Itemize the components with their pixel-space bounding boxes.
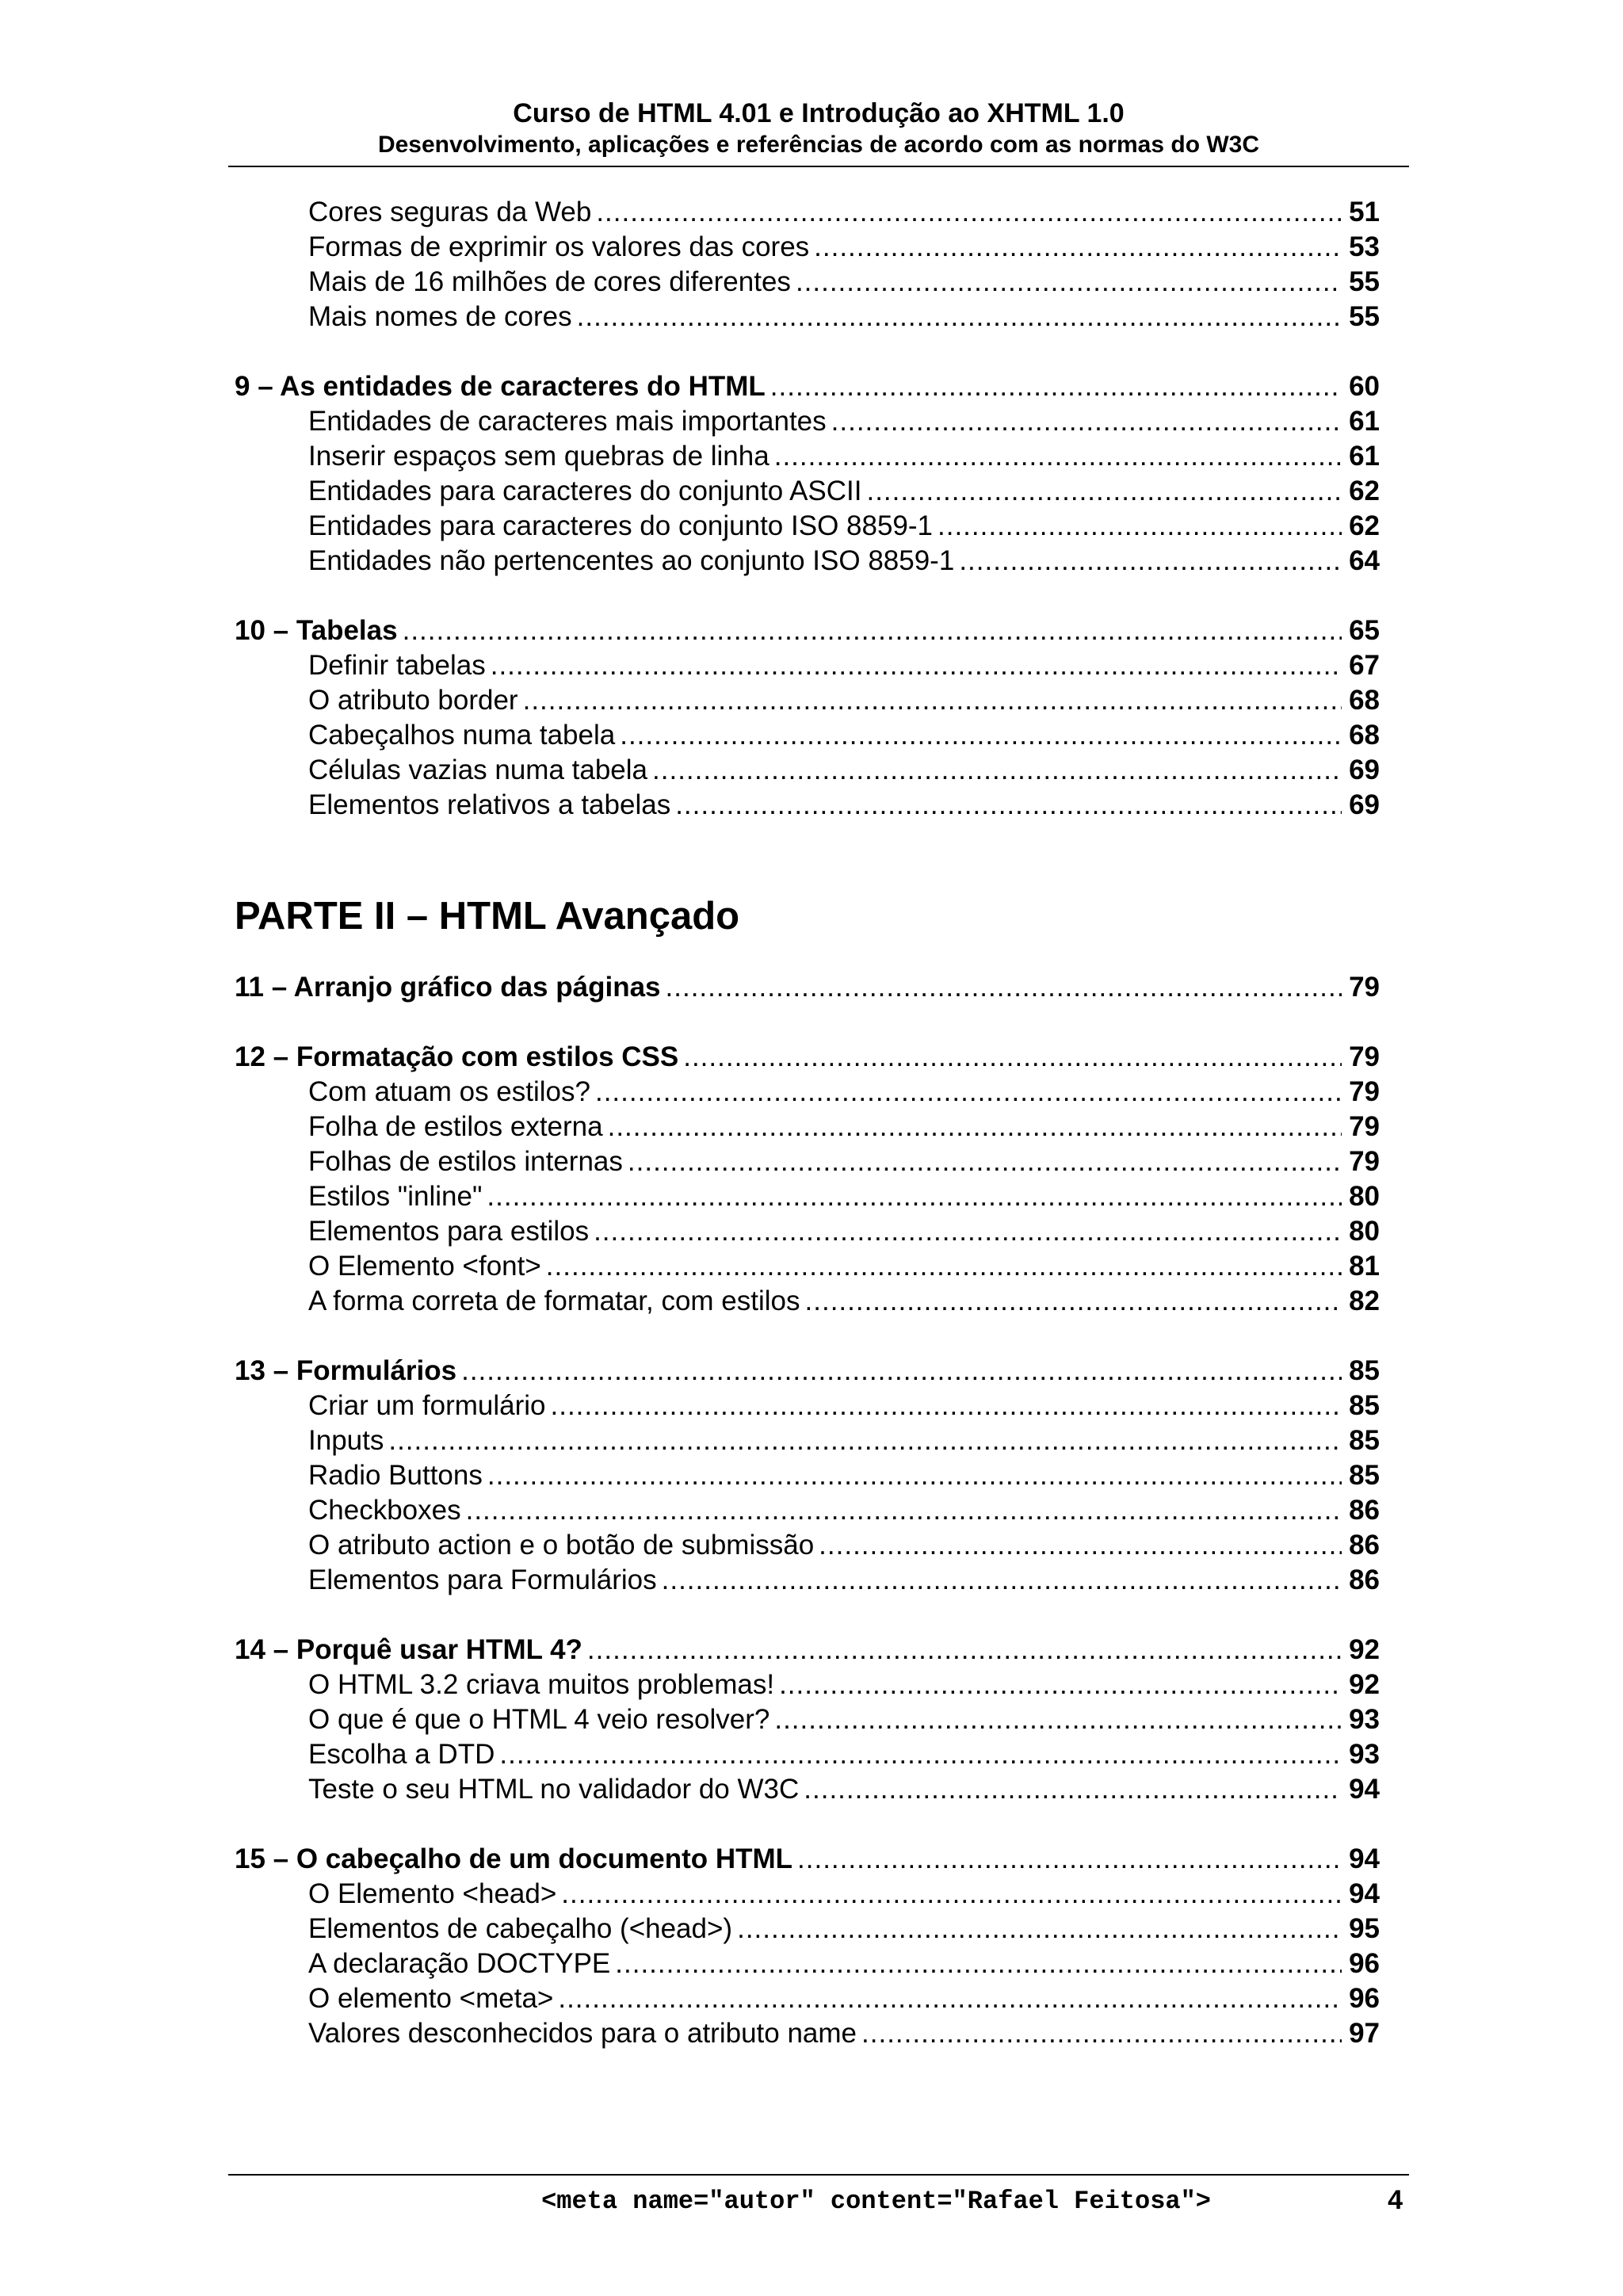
toc-chapter-12[interactable]: [235, 1040, 1380, 1075]
toc-entry-page: 96: [1349, 1983, 1380, 2014]
toc-entry[interactable]: [235, 1389, 1380, 1423]
document-title: Curso de HTML 4.01 e Introdução ao XHTML 1.0: [513, 98, 1125, 128]
leader-dots: [814, 230, 1342, 265]
leader-dots: [774, 1702, 1342, 1737]
toc-entry[interactable]: [235, 1563, 1380, 1598]
chapter-page: 92: [1349, 1634, 1380, 1665]
toc-entry[interactable]: [235, 1981, 1380, 2016]
toc-entry[interactable]: [235, 544, 1380, 579]
toc-entry[interactable]: [235, 1179, 1380, 1214]
toc-entry[interactable]: [235, 1946, 1380, 1981]
toc-entry[interactable]: [235, 439, 1380, 474]
toc-entry-text: Checkboxes: [308, 1495, 461, 1526]
toc-entry-text: Células vazias numa tabela: [308, 755, 648, 785]
toc-entry-text: Estilos "inline": [308, 1181, 483, 1212]
leader-dots: [594, 1214, 1342, 1249]
chapter-page: 79: [1349, 972, 1380, 1003]
leader-dots: [546, 1249, 1342, 1284]
toc-entry-text: Entidades para caracteres do conjunto ASCII: [308, 476, 862, 506]
toc-entry[interactable]: [235, 1668, 1380, 1702]
toc-entry-text: O atributo action e o botão de submissão: [308, 1530, 815, 1561]
page-number: 4: [1388, 2185, 1403, 2215]
leader-dots: [774, 439, 1342, 474]
toc-entry[interactable]: [235, 1912, 1380, 1946]
toc-entry-page: 68: [1349, 685, 1380, 716]
chapter-page: 94: [1349, 1843, 1380, 1874]
toc-entry[interactable]: [235, 788, 1380, 823]
toc-entry-page: 51: [1349, 197, 1380, 227]
toc-entry-page: 96: [1349, 1948, 1380, 1979]
leader-dots: [797, 1842, 1342, 1877]
leader-dots: [487, 1458, 1342, 1493]
toc-entry-text: Cores seguras da Web: [308, 197, 592, 227]
chapter-title: 10 – Tabelas: [235, 615, 398, 646]
toc-entry-text: Entidades para caracteres do conjunto ISO 8859-1: [308, 510, 933, 541]
toc-entry[interactable]: [235, 1458, 1380, 1493]
toc-entry-page: 85: [1349, 1460, 1380, 1491]
page-header: [228, 97, 1409, 160]
toc-entry-page: 86: [1349, 1564, 1380, 1595]
leader-dots: [403, 613, 1342, 648]
chapter-page: 85: [1349, 1355, 1380, 1386]
toc-entry-page: 62: [1349, 510, 1380, 541]
toc-entry[interactable]: [235, 1702, 1380, 1737]
toc-entry-page: 62: [1349, 476, 1380, 506]
leader-dots: [595, 1075, 1342, 1110]
toc-entry-page: 61: [1349, 406, 1380, 437]
toc-entry-text: Cabeçalhos numa tabela: [308, 720, 616, 751]
leader-dots: [388, 1423, 1342, 1458]
leader-dots: [805, 1284, 1342, 1319]
leader-dots: [796, 265, 1342, 300]
leader-dots: [487, 1179, 1342, 1214]
leader-dots: [558, 1981, 1342, 2016]
toc-entry[interactable]: [235, 300, 1380, 334]
toc-chapter-14[interactable]: [235, 1633, 1380, 1668]
toc-entry[interactable]: [235, 230, 1380, 265]
toc-entry[interactable]: [235, 1249, 1380, 1284]
toc-entry-page: 55: [1349, 266, 1380, 297]
toc-entry-page: 69: [1349, 789, 1380, 820]
toc-entry-page: 53: [1349, 231, 1380, 262]
toc-entry[interactable]: [235, 1737, 1380, 1772]
toc-entry-text: A forma correta de formatar, com estilos: [308, 1286, 800, 1316]
toc-entry-text: Inputs: [308, 1425, 384, 1456]
toc-entry-page: 61: [1349, 441, 1380, 472]
leader-dots: [628, 1144, 1342, 1179]
leader-dots: [561, 1877, 1342, 1912]
toc-chapter-11[interactable]: [235, 970, 1380, 1005]
leader-dots: [831, 404, 1342, 439]
toc-entry[interactable]: [235, 404, 1380, 439]
toc-entry-page: 79: [1349, 1111, 1380, 1142]
leader-dots: [737, 1912, 1342, 1946]
toc-entry-text: Elementos para Formulários: [308, 1564, 657, 1595]
toc-entry-text: Formas de exprimir os valores das cores: [308, 231, 810, 262]
toc-entry-text: Entidades de caracteres mais importantes: [308, 406, 827, 437]
toc-entry[interactable]: [235, 1772, 1380, 1807]
toc-entry[interactable]: [235, 1214, 1380, 1249]
toc-entry-text: Folhas de estilos internas: [308, 1146, 623, 1177]
toc-entry-text: Teste o seu HTML no validador do W3C: [308, 1774, 800, 1805]
leader-dots: [596, 195, 1342, 230]
chapter-page: 79: [1349, 1041, 1380, 1072]
chapter-title: 15 – O cabeçalho de um documento HTML: [235, 1843, 793, 1874]
toc-entry-text: O Elemento <font>: [308, 1251, 541, 1282]
toc-entry[interactable]: [235, 195, 1380, 230]
toc-entry[interactable]: [235, 718, 1380, 753]
toc-entry-text: O HTML 3.2 criava muitos problemas!: [308, 1669, 775, 1700]
leader-dots: [861, 2016, 1342, 2051]
leader-dots: [466, 1493, 1342, 1528]
toc-entry-text: Definir tabelas: [308, 650, 486, 681]
toc-entry-text: A declaração DOCTYPE: [308, 1948, 611, 1979]
toc-entry-page: 92: [1349, 1669, 1380, 1700]
toc-entry-page: 94: [1349, 1878, 1380, 1909]
toc-entry[interactable]: [235, 1284, 1380, 1319]
toc-entry-page: 93: [1349, 1704, 1380, 1735]
toc-entry-text: Valores desconhecidos para o atributo name: [308, 2018, 857, 2049]
leader-dots: [675, 788, 1342, 823]
toc-entry[interactable]: [235, 648, 1380, 683]
chapter-title: 11 – Arranjo gráfico das páginas: [235, 972, 661, 1003]
toc-entry-text: Folha de estilos externa: [308, 1111, 603, 1142]
table-of-contents: [235, 195, 1380, 2051]
toc-entry-page: 93: [1349, 1739, 1380, 1770]
leader-dots: [523, 683, 1342, 718]
leader-dots: [587, 1633, 1342, 1668]
chapter-page: 60: [1349, 371, 1380, 402]
toc-entry[interactable]: [235, 1144, 1380, 1179]
toc-entry-page: 80: [1349, 1181, 1380, 1212]
toc-chapter-10[interactable]: [235, 613, 1380, 648]
leader-dots: [620, 718, 1342, 753]
toc-chapter-15[interactable]: [235, 1842, 1380, 1877]
toc-entry-page: 68: [1349, 720, 1380, 751]
toc-entry-page: 64: [1349, 545, 1380, 576]
toc-entry-page: 55: [1349, 301, 1380, 332]
toc-entry-text: Mais nomes de cores: [308, 301, 572, 332]
toc-entry[interactable]: [235, 265, 1380, 300]
leader-dots: [608, 1110, 1342, 1144]
toc-entry-page: 79: [1349, 1146, 1380, 1177]
toc-entry-page: 85: [1349, 1390, 1380, 1421]
leader-dots: [652, 753, 1342, 788]
leader-dots: [770, 369, 1342, 404]
leader-dots: [779, 1668, 1342, 1702]
leader-dots: [577, 300, 1342, 334]
toc-entry[interactable]: [235, 1528, 1380, 1563]
toc-entry[interactable]: [235, 1423, 1380, 1458]
toc-entry[interactable]: [235, 753, 1380, 788]
toc-entry-page: 81: [1349, 1251, 1380, 1282]
toc-entry-text: Entidades não pertencentes ao conjunto ISO 8859-1: [308, 545, 955, 576]
toc-entry-page: 95: [1349, 1913, 1380, 1944]
chapter-title: 12 – Formatação com estilos CSS: [235, 1041, 679, 1072]
chapter-title: 14 – Porquê usar HTML 4?: [235, 1634, 582, 1665]
toc-entry-text: Inserir espaços sem quebras de linha: [308, 441, 769, 472]
part-heading: PARTE II – HTML Avançado: [235, 895, 740, 938]
toc-entry-page: 86: [1349, 1530, 1380, 1561]
toc-entry[interactable]: [235, 2016, 1380, 2051]
toc-entry[interactable]: [235, 509, 1380, 544]
toc-entry-text: Criar um formulário: [308, 1390, 546, 1421]
leader-dots: [615, 1946, 1342, 1981]
leader-dots: [959, 544, 1342, 579]
toc-entry[interactable]: [235, 683, 1380, 718]
toc-entry-page: 94: [1349, 1774, 1380, 1805]
footer-meta-code: <meta name="autor" content="Rafael Feitosa">: [541, 2187, 1211, 2216]
toc-entry-page: 85: [1349, 1425, 1380, 1456]
toc-entry-text: Elementos relativos a tabelas: [308, 789, 671, 820]
toc-entry-page: 97: [1349, 2018, 1380, 2049]
leader-dots: [662, 1563, 1342, 1598]
toc-entry-page: 82: [1349, 1286, 1380, 1316]
toc-entry[interactable]: [235, 474, 1380, 509]
toc-entry[interactable]: [235, 1075, 1380, 1110]
leader-dots: [819, 1528, 1342, 1563]
leader-dots: [551, 1389, 1342, 1423]
toc-entry-page: 79: [1349, 1076, 1380, 1107]
leader-dots: [666, 970, 1342, 1005]
toc-entry-page: 67: [1349, 650, 1380, 681]
chapter-title: 9 – As entidades de caracteres do HTML: [235, 371, 766, 402]
document-subtitle: Desenvolvimento, aplicações e referências de acordo com as normas do W3C: [377, 132, 1260, 158]
toc-entry[interactable]: [235, 1493, 1380, 1528]
leader-dots: [866, 474, 1342, 509]
toc-entry-text: Elementos de cabeçalho (<head>): [308, 1913, 733, 1944]
toc-entry-text: Mais de 16 milhões de cores diferentes: [308, 266, 791, 297]
toc-entry-text: O que é que o HTML 4 veio resolver?: [308, 1704, 770, 1735]
leader-dots: [461, 1354, 1342, 1389]
toc-entry-page: 80: [1349, 1216, 1380, 1247]
toc-entry-text: O atributo border: [308, 685, 518, 716]
toc-entry-page: 86: [1349, 1495, 1380, 1526]
toc-entry-text: O Elemento <head>: [308, 1878, 557, 1909]
toc-entry[interactable]: [235, 1110, 1380, 1144]
header-divider: [228, 166, 1409, 167]
chapter-page: 65: [1349, 615, 1380, 646]
footer-divider: [228, 2174, 1409, 2176]
toc-entry-text: Elementos para estilos: [308, 1216, 590, 1247]
toc-entry-text: O elemento <meta>: [308, 1983, 554, 2014]
leader-dots: [499, 1737, 1342, 1772]
toc-entry-page: 69: [1349, 755, 1380, 785]
leader-dots: [938, 509, 1342, 544]
toc-entry-text: Com atuam os estilos?: [308, 1076, 590, 1107]
toc-entry-text: Radio Buttons: [308, 1460, 483, 1491]
leader-dots: [804, 1772, 1342, 1807]
leader-dots: [683, 1040, 1342, 1075]
chapter-title: 13 – Formulários: [235, 1355, 457, 1386]
toc-chapter-9[interactable]: [235, 369, 1380, 404]
toc-entry[interactable]: [235, 1877, 1380, 1912]
leader-dots: [491, 648, 1342, 683]
toc-chapter-13[interactable]: [235, 1354, 1380, 1389]
toc-entry-text: Escolha a DTD: [308, 1739, 495, 1770]
